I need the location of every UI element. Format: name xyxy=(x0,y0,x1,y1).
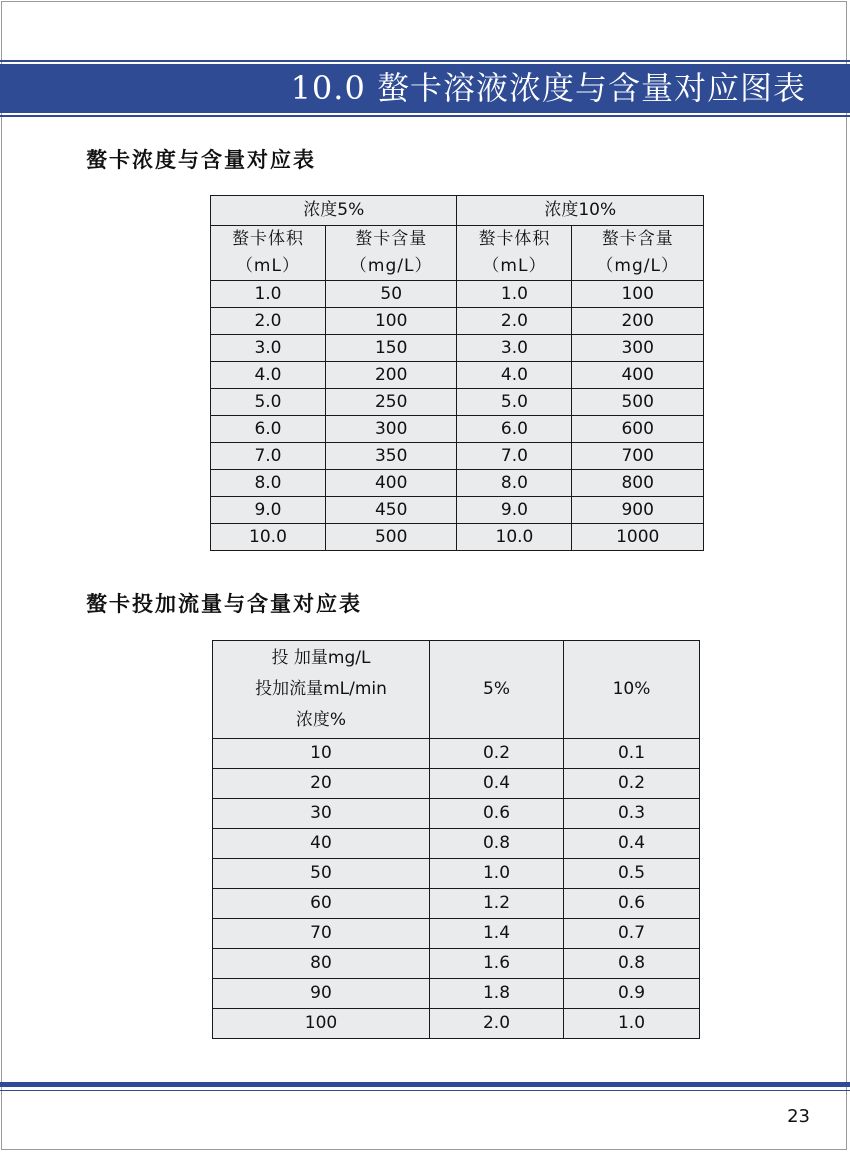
corner-header-line: 投 加量mg/L xyxy=(271,648,371,668)
column-header-unit: （mg/L） xyxy=(596,256,679,276)
table-row xyxy=(211,416,704,443)
table-cell: 5.0 xyxy=(211,389,326,416)
table-cell: 500 xyxy=(572,389,704,416)
column-header xyxy=(325,226,457,281)
table-cell: 7.0 xyxy=(457,443,572,470)
table-cell: 0.2 xyxy=(564,769,700,799)
table-cell: 6.0 xyxy=(211,416,326,443)
table-row xyxy=(211,470,704,497)
table-cell: 60 xyxy=(213,889,430,919)
table-cell: 0.5 xyxy=(564,859,700,889)
table-cell: 90 xyxy=(213,979,430,1009)
table-cell: 2.0 xyxy=(457,308,572,335)
table-row xyxy=(213,859,700,889)
table-cell: 1000 xyxy=(572,524,704,551)
table-cell: 800 xyxy=(572,470,704,497)
table-row xyxy=(213,739,700,769)
table-cell: 1.0 xyxy=(564,1009,700,1039)
table-cell: 1.8 xyxy=(430,979,564,1009)
footer-thin-rule xyxy=(0,1090,850,1091)
table-cell: 150 xyxy=(325,335,457,362)
table-row xyxy=(213,919,700,949)
table-cell: 50 xyxy=(213,859,430,889)
section-title-dosing-table: 螯卡投加流量与含量对应表 xyxy=(86,592,362,616)
table-cell: 0.6 xyxy=(564,889,700,919)
column-header-5-percent: 5% xyxy=(430,641,564,739)
column-header-unit: （mg/L） xyxy=(349,256,433,276)
table-cell: 30 xyxy=(213,799,430,829)
table-cell: 0.8 xyxy=(430,829,564,859)
table-cell: 100 xyxy=(325,308,457,335)
table-cell: 3.0 xyxy=(457,335,572,362)
table-cell: 200 xyxy=(325,362,457,389)
page-title: 10.0 螯卡溶液浓度与含量对应图表 xyxy=(290,69,806,107)
column-header-line: 螯卡含量 xyxy=(601,229,674,249)
table-cell: 9.0 xyxy=(457,497,572,524)
table-cell: 10 xyxy=(213,739,430,769)
table-cell: 350 xyxy=(325,443,457,470)
table-cell: 300 xyxy=(572,335,704,362)
table-row xyxy=(213,799,700,829)
column-header-line: 螯卡含量 xyxy=(355,229,428,249)
table-row xyxy=(211,524,704,551)
table-cell: 250 xyxy=(325,389,457,416)
table-cell: 1.4 xyxy=(430,919,564,949)
table-cell: 1.0 xyxy=(211,281,326,308)
table-cell: 900 xyxy=(572,497,704,524)
column-header-unit: （mL） xyxy=(235,256,300,276)
table-cell: 8.0 xyxy=(457,470,572,497)
table-cell: 4.0 xyxy=(211,362,326,389)
table-cell: 100 xyxy=(213,1009,430,1039)
column-header-unit: （mL） xyxy=(482,256,547,276)
table-row xyxy=(211,362,704,389)
table-row xyxy=(211,335,704,362)
table-row xyxy=(213,829,700,859)
column-header-line: 螯卡体积 xyxy=(231,229,304,249)
table-cell: 10.0 xyxy=(457,524,572,551)
table-cell: 400 xyxy=(572,362,704,389)
column-header xyxy=(457,226,572,281)
table-cell: 80 xyxy=(213,949,430,979)
table-cell: 1.0 xyxy=(430,859,564,889)
table-row xyxy=(211,443,704,470)
table-cell: 200 xyxy=(572,308,704,335)
table-row xyxy=(211,281,704,308)
table-cell: 450 xyxy=(325,497,457,524)
table-cell: 9.0 xyxy=(211,497,326,524)
table-cell: 40 xyxy=(213,829,430,859)
table-row xyxy=(211,497,704,524)
table-header-row xyxy=(213,641,700,739)
table-cell: 0.3 xyxy=(564,799,700,829)
table-cell: 0.9 xyxy=(564,979,700,1009)
table-cell: 600 xyxy=(572,416,704,443)
table-cell: 500 xyxy=(325,524,457,551)
corner-header xyxy=(213,641,430,739)
corner-header-line: 浓度% xyxy=(295,710,347,730)
page-number: 23 xyxy=(787,1106,810,1127)
table-cell: 700 xyxy=(572,443,704,470)
column-header-10-percent: 10% xyxy=(564,641,700,739)
banner-top-rule xyxy=(0,60,850,62)
table-cell: 100 xyxy=(572,281,704,308)
table-row xyxy=(213,949,700,979)
column-header xyxy=(572,226,704,281)
table-row xyxy=(211,308,704,335)
concentration-content-table xyxy=(210,195,704,551)
table-cell: 2.0 xyxy=(430,1009,564,1039)
table-row xyxy=(213,1009,700,1039)
table-cell: 0.4 xyxy=(430,769,564,799)
table-cell: 6.0 xyxy=(457,416,572,443)
footer-rule xyxy=(0,1082,850,1087)
table-cell: 8.0 xyxy=(211,470,326,497)
table-row xyxy=(211,389,704,416)
table-cell: 2.0 xyxy=(211,308,326,335)
table-cell: 0.1 xyxy=(564,739,700,769)
table-column-header-row xyxy=(211,226,704,281)
dosing-flow-table xyxy=(212,640,700,1039)
table-cell: 1.2 xyxy=(430,889,564,919)
table-cell: 0.4 xyxy=(564,829,700,859)
table-row xyxy=(213,979,700,1009)
dosing-table-body xyxy=(213,739,700,1039)
corner-header-line: 投加流量mL/min xyxy=(255,679,387,699)
table-cell: 70 xyxy=(213,919,430,949)
concentration-table-body xyxy=(211,281,704,551)
table-row xyxy=(213,889,700,919)
column-header-line: 螯卡体积 xyxy=(478,229,551,249)
table-cell: 1.6 xyxy=(430,949,564,979)
table-cell: 400 xyxy=(325,470,457,497)
section-title-concentration-table: 螯卡浓度与含量对应表 xyxy=(86,148,316,172)
table-cell: 7.0 xyxy=(211,443,326,470)
column-header xyxy=(211,226,326,281)
group-header-10: 浓度10% xyxy=(457,196,704,226)
table-cell: 20 xyxy=(213,769,430,799)
table-cell: 10.0 xyxy=(211,524,326,551)
table-cell: 5.0 xyxy=(457,389,572,416)
table-cell: 50 xyxy=(325,281,457,308)
header-banner xyxy=(0,60,850,119)
table-row xyxy=(213,769,700,799)
table-cell: 0.2 xyxy=(430,739,564,769)
table-cell: 0.6 xyxy=(430,799,564,829)
table-group-header-row xyxy=(211,196,704,226)
table-cell: 0.7 xyxy=(564,919,700,949)
banner-bottom-rule xyxy=(0,115,850,117)
table-cell: 300 xyxy=(325,416,457,443)
table-cell: 4.0 xyxy=(457,362,572,389)
table-cell: 1.0 xyxy=(457,281,572,308)
group-header-5: 浓度5% xyxy=(211,196,457,226)
table-cell: 3.0 xyxy=(211,335,326,362)
table-cell: 0.8 xyxy=(564,949,700,979)
